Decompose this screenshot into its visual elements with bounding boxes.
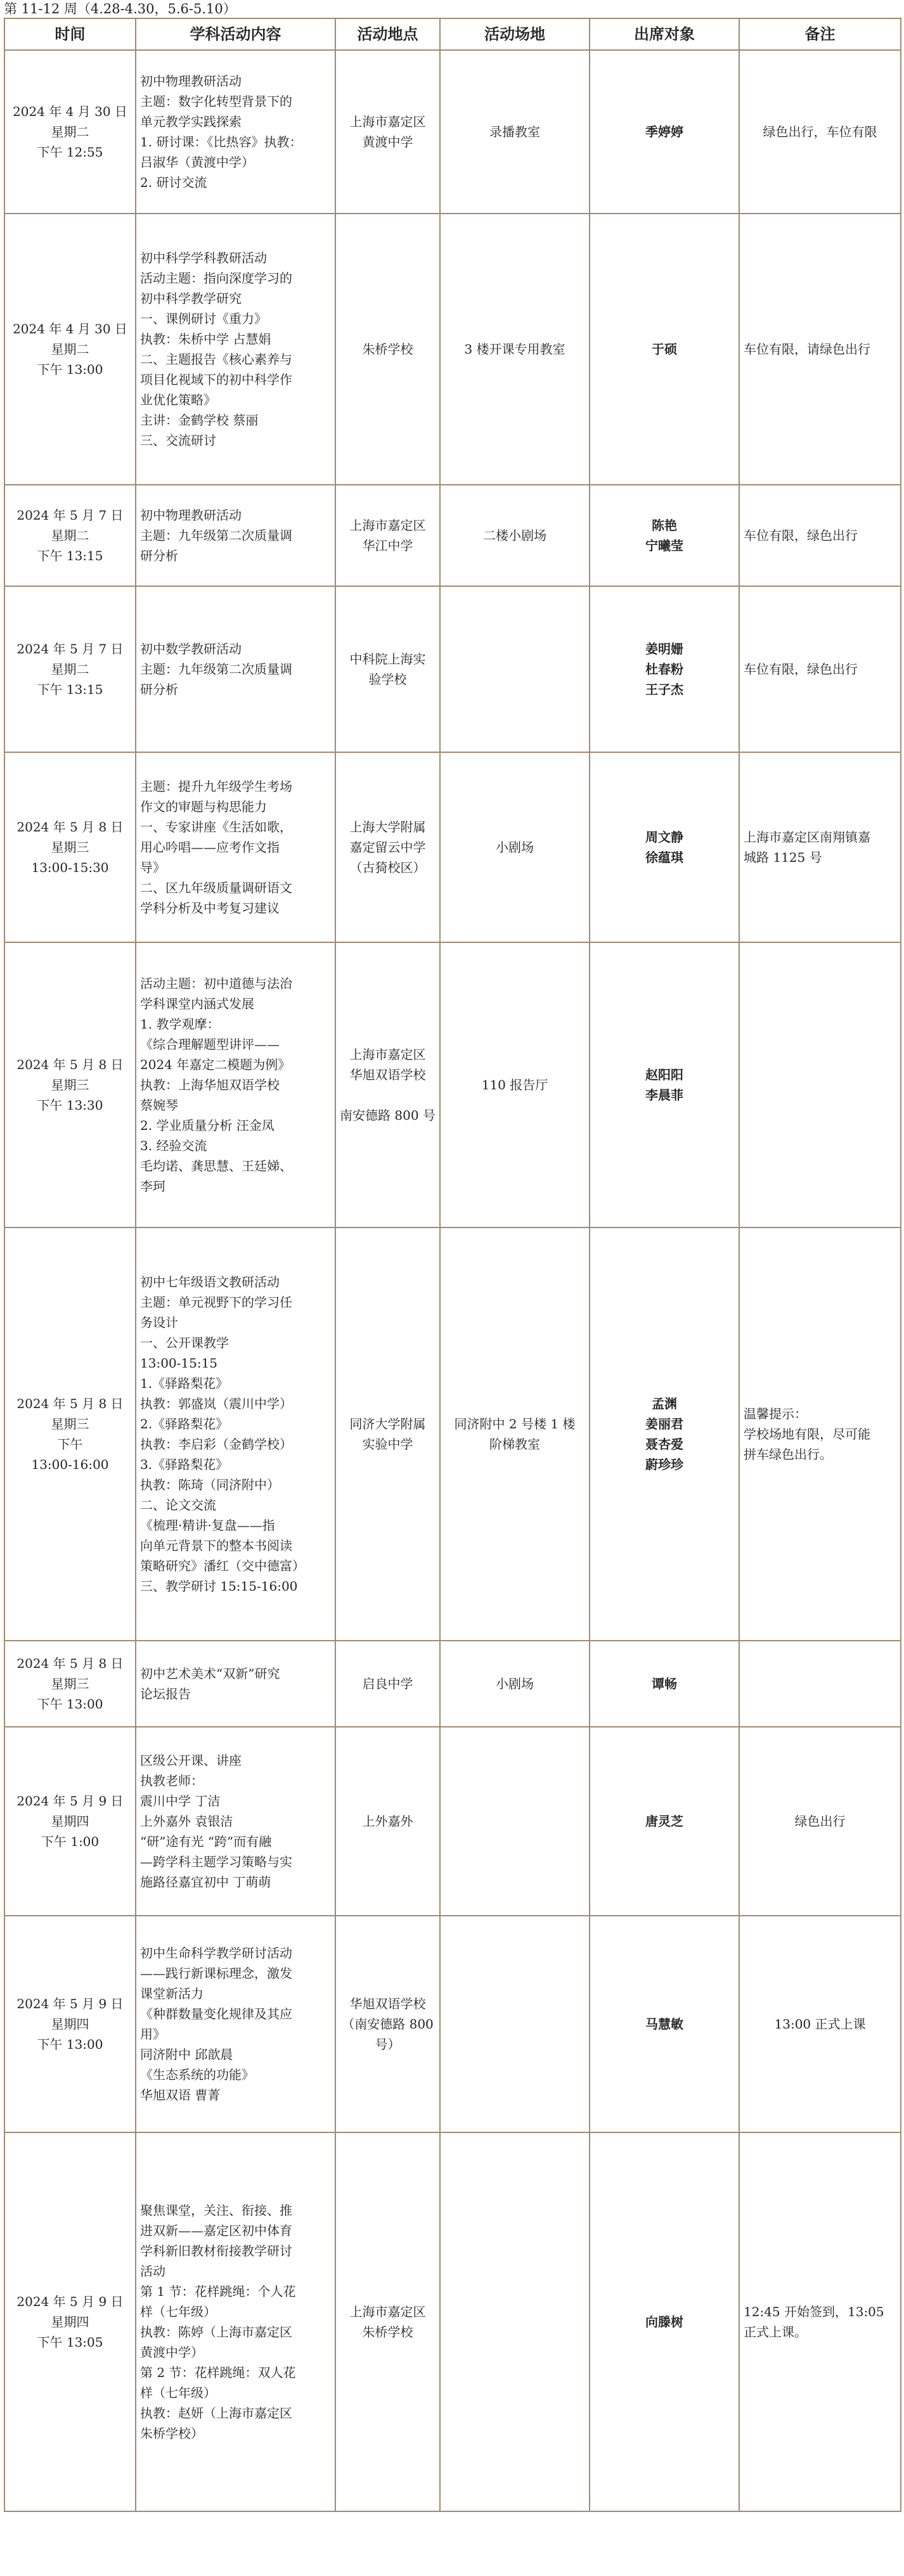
table-row xyxy=(4,485,901,586)
venue-line: 阶梯教室 xyxy=(489,1437,540,1452)
cell-note xyxy=(739,942,901,1227)
cell-note xyxy=(739,1727,901,1916)
note-line: 正式上课。 xyxy=(744,2324,807,2340)
header-row xyxy=(4,18,901,50)
activity-content-line: 课堂新活力 xyxy=(140,1986,203,2001)
cell-venue xyxy=(440,1227,590,1641)
header-note: 备注 xyxy=(739,18,901,50)
activity-content-line: ——践行新课标理念，激发 xyxy=(140,1966,292,1981)
cell-note xyxy=(739,1916,901,2132)
cell-time: 2024 年 5 月 9 日 星期四 下午 13:00 xyxy=(4,1916,136,2132)
activity-content-line: 上外嘉外 袁银洁 xyxy=(140,1814,233,1829)
table-row xyxy=(4,942,901,1227)
venue-line: 小剧场 xyxy=(496,1676,534,1691)
cell-attendees xyxy=(590,1227,739,1641)
activity-content-line: 施路径嘉宜初中 丁萌萌 xyxy=(140,1874,271,1890)
activity-content-line: 执教：陈婷（上海市嘉定区 xyxy=(140,2324,292,2340)
attendee-name-line: 于硕 xyxy=(652,342,677,357)
activity-content-line: 吕淑华（黄渡中学） xyxy=(140,155,254,170)
cell-venue xyxy=(440,485,590,586)
cell-venue xyxy=(440,586,590,752)
activity-content-line: 样（七年级） xyxy=(140,2304,216,2319)
activity-content-line: 《种群数量变化规律及其应 xyxy=(140,2006,292,2022)
table-row xyxy=(4,2132,901,2511)
location-line: 朱桥学校 xyxy=(362,2324,413,2340)
activity-content-line: 聚焦课堂，关注、衔接、推 xyxy=(140,2203,292,2218)
cell-time: 2024 年 5 月 9 日 星期四 下午 1:00 xyxy=(4,1727,136,1916)
attendee-name-line: 向滕树 xyxy=(645,2314,683,2329)
cell-note xyxy=(739,485,901,586)
cell-note xyxy=(739,214,901,485)
cell-time: 2024 年 5 月 8 日 星期三 下午 13:00-16:00 xyxy=(4,1227,136,1641)
venue-line: 小剧场 xyxy=(496,840,534,855)
activity-content-line: 13:00-15:15 xyxy=(140,1355,218,1371)
cell-location xyxy=(335,1641,440,1727)
cell-activity-content xyxy=(136,942,335,1227)
activity-content-line: 用心吟唱——应考作文指 xyxy=(140,840,280,855)
activity-content-line: 作文的审题与构思能力 xyxy=(140,799,267,814)
note-line: 绿色出行，车位有限 xyxy=(763,124,877,139)
cell-note xyxy=(739,1227,901,1641)
venue-line: 3 楼开课专用教室 xyxy=(464,342,565,357)
cell-note xyxy=(739,1641,901,1727)
activity-content-line: 区级公开课、讲座 xyxy=(140,1753,242,1768)
location-line: 朱桥学校 xyxy=(362,342,413,357)
activity-content-line: 2024 年嘉定二模题为例》 xyxy=(140,1057,291,1072)
activity-content-line: 执教老师： xyxy=(140,1773,203,1788)
attendee-name-line: 陈艳 xyxy=(652,518,677,533)
activity-content-line: 初中七年级语文教研活动 xyxy=(140,1274,280,1290)
activity-content-line: 学科分析及中考复习建议 xyxy=(140,900,280,916)
attendee-name-line: 徐蕴琪 xyxy=(645,850,683,865)
location-line: 验学校 xyxy=(368,672,407,687)
activity-content-line: 样（七年级） xyxy=(140,2385,216,2400)
activity-content-line: 项目化视域下的初中科学作 xyxy=(140,372,292,387)
activity-content-line: 务设计 xyxy=(140,1315,178,1330)
cell-time: 2024 年 5 月 9 日 星期四 下午 13:05 xyxy=(4,2132,136,2511)
cell-venue xyxy=(440,752,590,942)
venue-line: 录播教室 xyxy=(489,124,540,139)
note-line: 绿色出行 xyxy=(794,1814,846,1829)
activity-content-line: 李珂 xyxy=(140,1179,165,1194)
cell-attendees xyxy=(590,1916,739,2132)
cell-activity-content xyxy=(136,1916,335,2132)
activity-content-line: 初中生命科学教学研讨活动 xyxy=(140,1945,292,1961)
attendee-name-line: 马慧敏 xyxy=(645,2016,683,2032)
cell-activity-content xyxy=(136,1227,335,1641)
location-line: 号） xyxy=(375,2037,401,2052)
cell-time: 2024 年 5 月 8 日 星期三 下午 13:00 xyxy=(4,1641,136,1727)
location-line: 上海市嘉定区 xyxy=(349,2304,426,2319)
location-line: 南安德路 800 号 xyxy=(340,1108,436,1123)
week-title: 第 11-12 周（4.28-4.30，5.6-5.10） xyxy=(4,1,236,16)
cell-time: 2024 年 4 月 30 日 星期二 下午 13:00 xyxy=(4,214,136,485)
note-line: 拼车绿色出行。 xyxy=(744,1447,832,1462)
cell-venue xyxy=(440,50,590,214)
cell-location xyxy=(335,485,440,586)
activity-content-line: 导》 xyxy=(140,860,165,875)
activity-content-line: 研分析 xyxy=(140,682,178,697)
activity-content-line: 黄渡中学） xyxy=(140,2345,203,2360)
location-line: 华旭双语学校 xyxy=(349,1067,426,1082)
activity-content-line: 主题：九年级第二次质量调 xyxy=(140,662,292,677)
cell-time: 2024 年 4 月 30 日 星期二 下午 12:55 xyxy=(4,50,136,214)
table-row xyxy=(4,1916,901,2132)
cell-activity-content xyxy=(136,586,335,752)
activity-content-line: 2.《驿路梨花》 xyxy=(140,1416,229,1432)
header-time: 时间 xyxy=(4,18,136,50)
cell-attendees xyxy=(590,1727,739,1916)
location-line: 上外嘉外 xyxy=(362,1814,413,1829)
attendee-name-line: 王子杰 xyxy=(645,682,683,697)
cell-location xyxy=(335,942,440,1227)
cell-venue xyxy=(440,214,590,485)
cell-attendees xyxy=(590,1641,739,1727)
cell-attendees xyxy=(590,752,739,942)
attendee-name-line: 宁曦莹 xyxy=(645,538,683,553)
cell-activity-content xyxy=(136,1641,335,1727)
attendee-name-line: 周文静 xyxy=(645,830,683,845)
note-line: 学校场地有限，尽可能 xyxy=(744,1426,870,1442)
cell-attendees xyxy=(590,586,739,752)
cell-time: 2024 年 5 月 8 日 星期三 下午 13:30 xyxy=(4,942,136,1227)
activity-content-line: 华旭双语 曹菁 xyxy=(140,2087,221,2103)
cell-location xyxy=(335,2132,440,2511)
cell-venue xyxy=(440,1916,590,2132)
activity-content-line: 学科新旧教材衔接教学研讨 xyxy=(140,2243,292,2259)
activity-content-line: 活动 xyxy=(140,2264,165,2279)
activity-content-line: 1. 教学观摩： xyxy=(140,1016,220,1032)
header-content: 学科活动内容 xyxy=(136,18,335,50)
attendee-name-line: 姜明姗 xyxy=(645,641,683,657)
header-attendees: 出席对象 xyxy=(590,18,739,50)
activity-content-line: 活动主题：初中道德与法治 xyxy=(140,976,292,991)
activity-content-line: 同济附中 邱歆晨 xyxy=(140,2047,233,2062)
cell-attendees xyxy=(590,2132,739,2511)
activity-content-line: 震川中学 丁洁 xyxy=(140,1793,221,1809)
activity-content-line: 用》 xyxy=(140,2027,165,2042)
cell-activity-content xyxy=(136,752,335,942)
activity-content-line: 主题：九年级第二次质量调 xyxy=(140,528,292,543)
cell-location xyxy=(335,586,440,752)
note-line: 温馨提示： xyxy=(744,1406,807,1421)
note-line: 12:45 开始签到，13:05 xyxy=(744,2304,884,2319)
activity-content-line: 主题：单元视野下的学习任 xyxy=(140,1295,292,1310)
activity-content-line: 毛均诺、龚思慧、王廷娣、 xyxy=(140,1158,292,1174)
activity-content-line: 1.《驿路梨花》 xyxy=(140,1376,229,1391)
location-line: 启良中学 xyxy=(362,1676,413,1691)
attendee-name-line: 赵阳阳 xyxy=(645,1067,683,1082)
cell-time: 2024 年 5 月 8 日 星期三 13:00-15:30 xyxy=(4,752,136,942)
attendee-name-line: 杜春粉 xyxy=(645,662,683,677)
location-line: 上海市嘉定区 xyxy=(349,114,426,129)
attendee-name-line: 季婷婷 xyxy=(645,124,683,139)
note-line: 车位有限，请绿色出行 xyxy=(744,342,870,357)
attendee-name-line: 唐灵芝 xyxy=(645,1814,683,1829)
activity-content-line: 研分析 xyxy=(140,548,178,563)
header-venue: 活动场地 xyxy=(440,18,590,50)
location-line xyxy=(340,1085,436,1105)
cell-attendees xyxy=(590,485,739,586)
activity-content-line: 初中数学教研活动 xyxy=(140,641,242,657)
activity-content-line: 单元教学实践探索 xyxy=(140,114,242,129)
activity-content-line: 初中艺术美术“双新”研究 xyxy=(140,1666,280,1681)
activity-content-line: 1. 研讨课：《比热容》执教： xyxy=(140,134,302,150)
schedule-table xyxy=(4,18,901,2512)
cell-note xyxy=(739,752,901,942)
table-row xyxy=(4,50,901,214)
table-row xyxy=(4,586,901,752)
activity-content-line: 进双新——嘉定区初中体育 xyxy=(140,2223,292,2238)
location-line: 华江中学 xyxy=(362,538,413,553)
table-row xyxy=(4,214,901,485)
attendee-name-line: 姜丽君 xyxy=(645,1416,683,1432)
cell-venue xyxy=(440,942,590,1227)
cell-time: 2024 年 5 月 7 日 星期二 下午 13:15 xyxy=(4,586,136,752)
venue-line: 同济附中 2 号楼 1 楼 xyxy=(454,1416,576,1432)
cell-note xyxy=(739,2132,901,2511)
header-location: 活动地点 xyxy=(335,18,440,50)
cell-note xyxy=(739,50,901,214)
activity-content-line: 《梳理·精讲·复盘——指 xyxy=(140,1518,275,1533)
venue-line: 二楼小剧场 xyxy=(483,528,546,543)
cell-location xyxy=(335,752,440,942)
activity-content-line: 第 1 节：花样跳绳：个人花 xyxy=(140,2284,296,2299)
activity-content-line: 3.《驿路梨花》 xyxy=(140,1457,229,1472)
location-line: 华旭双语学校 xyxy=(349,1996,426,2011)
cell-venue xyxy=(440,1641,590,1727)
activity-content-line: 主讲：金鹤学校 蔡丽 xyxy=(140,413,259,428)
note-line: 上海市嘉定区南翔镇嘉 xyxy=(744,830,870,845)
cell-attendees xyxy=(590,942,739,1227)
cell-location xyxy=(335,50,440,214)
cell-activity-content xyxy=(136,214,335,485)
table-row xyxy=(4,1727,901,1916)
activity-content-line: “研”途有光 “跨”而有融 xyxy=(140,1834,272,1849)
cell-venue xyxy=(440,1727,590,1916)
location-line: 中科院上海实 xyxy=(349,651,426,667)
activity-content-line: 二、论文交流 xyxy=(140,1497,216,1513)
location-line: 上海大学附属 xyxy=(349,819,426,835)
cell-location xyxy=(335,1916,440,2132)
activity-content-line: 向单元背景下的整本书阅读 xyxy=(140,1538,292,1553)
cell-location xyxy=(335,1227,440,1641)
cell-note xyxy=(739,586,901,752)
activity-content-line: 初中科学学科教研活动 xyxy=(140,250,267,266)
table-row xyxy=(4,1227,901,1641)
location-line: 上海市嘉定区 xyxy=(349,1047,426,1062)
cell-activity-content xyxy=(136,485,335,586)
schedule-body xyxy=(4,50,901,2511)
note-line: 13:00 正式上课 xyxy=(774,2016,866,2032)
activity-content-line: 初中物理教研活动 xyxy=(140,74,242,89)
activity-content-line: 执教：郭盛岚（震川中学） xyxy=(140,1396,292,1411)
activity-content-line: 执教：陈琦（同济附中） xyxy=(140,1477,280,1492)
activity-content-line: 朱桥学校） xyxy=(140,2426,203,2441)
venue-line: 110 报告厅 xyxy=(481,1077,548,1093)
activity-content-line: 2. 研讨交流 xyxy=(140,175,207,190)
activity-content-line: 一、专家讲座《生活如歌， xyxy=(140,819,292,835)
cell-venue xyxy=(440,2132,590,2511)
location-line: 同济大学附属 xyxy=(349,1416,426,1432)
activity-content-line: 业优化策略》 xyxy=(140,392,216,407)
location-line: 嘉定留云中学 xyxy=(349,840,426,855)
location-line: （古猗校区） xyxy=(349,860,426,875)
attendee-name-line: 蔚珍珍 xyxy=(645,1457,683,1472)
location-line: 黄渡中学 xyxy=(362,134,413,150)
activity-content-line: 二、主题报告《核心素养与 xyxy=(140,352,292,367)
activity-content-line: 第 2 节：花样跳绳：双人花 xyxy=(140,2365,296,2380)
activity-content-line: 主题：数字化转型背景下的 xyxy=(140,94,292,109)
activity-content-line: 《生态系统的功能》 xyxy=(140,2067,254,2082)
cell-activity-content xyxy=(136,1727,335,1916)
cell-attendees xyxy=(590,214,739,485)
cell-location xyxy=(335,1727,440,1916)
activity-content-line: 学科课堂内涵式发展 xyxy=(140,996,254,1011)
cell-activity-content xyxy=(136,2132,335,2511)
attendee-name-line: 谭畅 xyxy=(652,1676,677,1691)
attendee-name-line: 李晨菲 xyxy=(645,1087,683,1103)
activity-content-line: 《综合理解题型讲评—— xyxy=(140,1037,280,1052)
activity-content-line: 初中物理教研活动 xyxy=(140,508,242,523)
activity-content-line: 三、交流研讨 xyxy=(140,433,216,448)
attendee-name-line: 聂杏爱 xyxy=(645,1437,683,1452)
activity-content-line: 执教：赵妍（上海市嘉定区 xyxy=(140,2406,292,2421)
activity-content-line: 2. 学业质量分析 汪金凤 xyxy=(140,1118,274,1133)
location-line: （南安德路 800 xyxy=(342,2016,434,2032)
activity-content-line: 主题：提升九年级学生考场 xyxy=(140,779,292,794)
activity-content-line: 蔡婉琴 xyxy=(140,1098,178,1113)
activity-content-line: 执教：李启彩（金鹤学校） xyxy=(140,1437,292,1452)
note-line: 车位有限，绿色出行 xyxy=(744,662,858,677)
activity-content-line: 论坛报告 xyxy=(140,1686,191,1701)
activity-content-line: 二、区九年级质量调研语文 xyxy=(140,880,292,895)
activity-content-line: 活动主题：指向深度学习的 xyxy=(140,271,292,286)
activity-content-line: 一、课例研讨《重力》 xyxy=(140,311,267,326)
cell-location xyxy=(335,214,440,485)
table-row xyxy=(4,752,901,942)
location-line: 上海市嘉定区 xyxy=(349,518,426,533)
activity-content-line: 一、公开课教学 xyxy=(140,1335,229,1350)
note-line: 车位有限，绿色出行 xyxy=(744,528,858,543)
table-row xyxy=(4,1641,901,1727)
cell-attendees xyxy=(590,50,739,214)
activity-content-line: 三、教学研讨 15:15-16:00 xyxy=(140,1579,298,1594)
activity-content-line: —跨学科主题学习策略与实 xyxy=(140,1854,292,1869)
activity-content-line: 初中科学教学研究 xyxy=(140,291,242,306)
activity-content-line: 策略研究》潘红（交中德富） xyxy=(140,1558,305,1573)
activity-content-line: 3. 经验交流 xyxy=(140,1138,207,1153)
activity-content-line: 执教：上海华旭双语学校 xyxy=(140,1077,280,1093)
cell-activity-content xyxy=(136,50,335,214)
cell-time: 2024 年 5 月 7 日 星期二 下午 13:15 xyxy=(4,485,136,586)
activity-content-line: 执教：朱桥中学 占慧娟 xyxy=(140,331,271,347)
attendee-name-line: 孟渊 xyxy=(652,1396,677,1411)
location-line: 实验中学 xyxy=(362,1437,413,1452)
note-line: 城路 1125 号 xyxy=(744,850,822,865)
